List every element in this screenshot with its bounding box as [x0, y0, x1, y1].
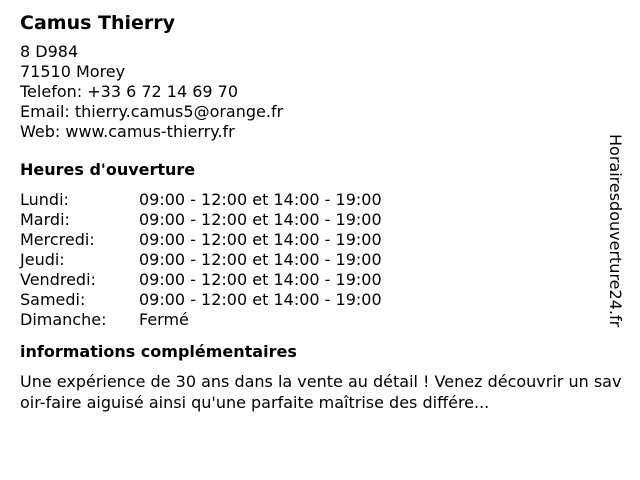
- day-hours: Fermé: [139, 310, 189, 329]
- email-text: Email: thierry.camus5@orange.fr: [20, 102, 284, 121]
- hours-row: [20, 290, 382, 310]
- day-hours: 09:00 - 12:00 et 14:00 - 19:00: [139, 210, 382, 229]
- phone-text: Telefon: +33 6 72 14 69 70: [20, 82, 239, 101]
- additional-info-heading: informations complémentaires: [20, 342, 297, 361]
- day-label: Dimanche:: [20, 310, 107, 329]
- hours-row: [20, 250, 382, 270]
- day-hours: 09:00 - 12:00 et 14:00 - 19:00: [139, 250, 382, 269]
- day-hours: 09:00 - 12:00 et 14:00 - 19:00: [139, 290, 382, 309]
- address-line-2: 71510 Morey: [20, 62, 126, 81]
- day-label: Vendredi:: [20, 270, 96, 289]
- day-label: Lundi:: [20, 190, 69, 209]
- opening-hours-heading: Heures d'ouverture: [20, 160, 196, 179]
- hours-row: [20, 210, 382, 230]
- address-line-1: 8 D984: [20, 42, 79, 61]
- additional-info-text: Une expérience de 30 ans dans la vente au détail ! Venez découvrir un savoir-faire aiguisé ainsi qu'une parfaite maîtrise des différe...: [20, 372, 622, 412]
- day-hours: 09:00 - 12:00 et 14:00 - 19:00: [139, 190, 382, 209]
- business-name: Camus Thierry: [20, 12, 176, 34]
- hours-row: [20, 230, 382, 250]
- web-text: Web: www.camus-thierry.fr: [20, 122, 235, 141]
- site-brand-vertical: Horairesdouverture24.fr: [606, 134, 625, 328]
- day-label: Samedi:: [20, 290, 86, 309]
- day-label: Mardi:: [20, 210, 70, 229]
- day-hours: 09:00 - 12:00 et 14:00 - 19:00: [139, 270, 382, 289]
- hours-row: [20, 310, 382, 330]
- day-label: Jeudi:: [20, 250, 65, 269]
- opening-hours-table: [20, 190, 382, 330]
- day-hours: 09:00 - 12:00 et 14:00 - 19:00: [139, 230, 382, 249]
- day-label: Mercredi:: [20, 230, 95, 249]
- hours-row: [20, 270, 382, 290]
- contact-block: [20, 42, 610, 142]
- hours-row: [20, 190, 382, 210]
